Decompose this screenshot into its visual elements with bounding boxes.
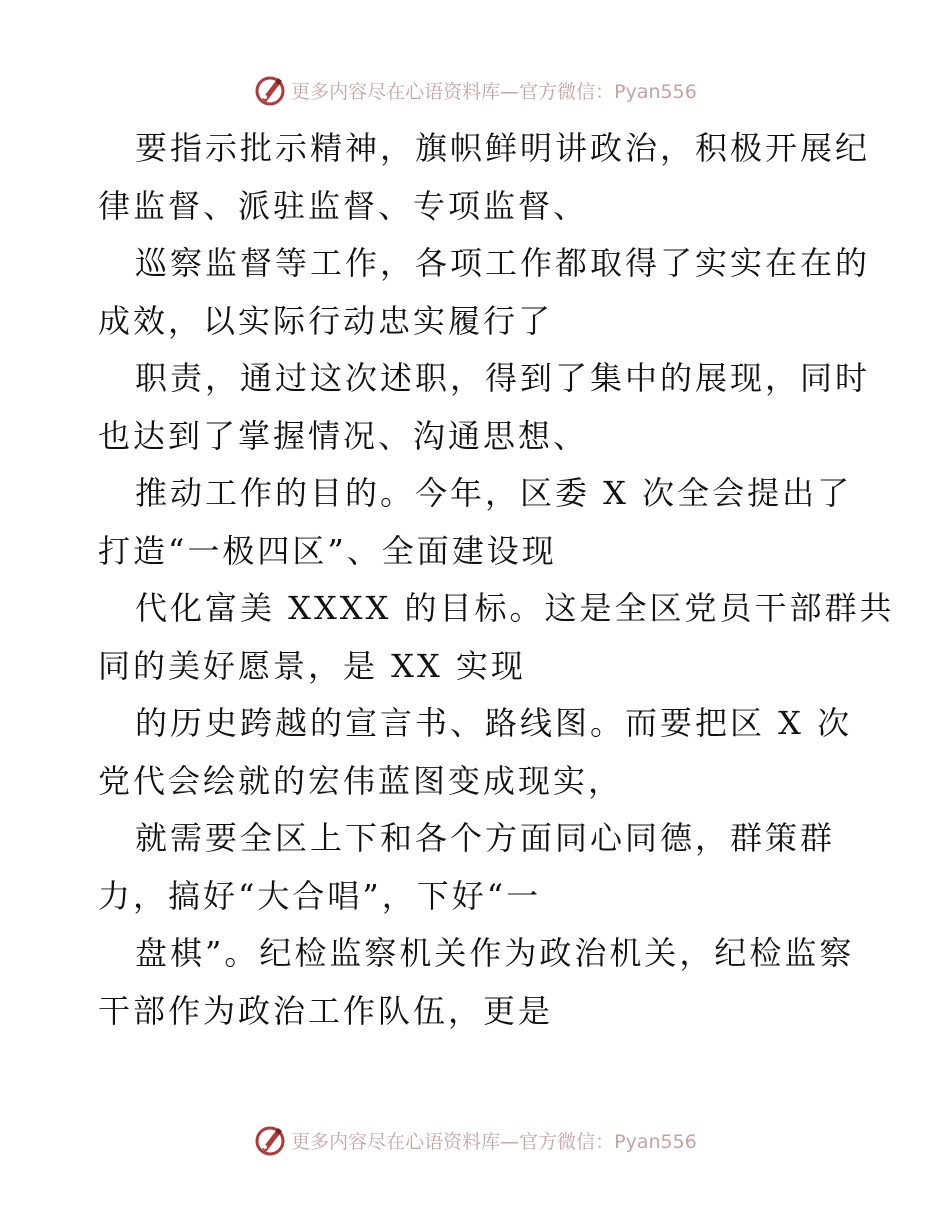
text-line: 力，搞好“大合唱”，下好“一 [98,876,542,915]
text-line: 推动工作的目的。今年，区委 X 次全会提出了 [135,474,853,512]
text-line: 盘棋”。纪检监察机关作为政治机关，纪检监察 [135,934,855,972]
footer-banner [0,1122,950,1158]
text-line: 律监督、派驻监督、专项监督、 [98,186,589,225]
text-line: 打造“一极四区”、全面建设现 [98,531,557,570]
pen-logo-icon [253,1123,287,1157]
text-line: 就需要全区上下和各个方面同心同德，群策群 [135,819,836,857]
text-line: 代化富美 XXXX 的目标。这是全区党员干部群共 [135,589,895,627]
text-line: 干部作为政治工作队伍，更是 [98,991,554,1030]
text-line: 党代会绘就的宏伟蓝图变成现实， [98,761,624,800]
pen-logo-icon [253,73,287,107]
text-line: 成效，以实际行动忠实履行了 [98,301,554,340]
text-line: 同的美好愿景，是 XX 实现 [98,646,526,685]
header-banner-text: 更多内容尽在心语资料库—官方微信：Pyan556 [291,80,697,103]
header-banner [0,72,950,108]
text-line: 的历史跨越的宣言书、路线图。而要把区 X 次 [135,704,853,742]
footer-banner-text: 更多内容尽在心语资料库—官方微信：Pyan556 [291,1130,697,1153]
text-line: 巡察监督等工作，各项工作都取得了实实在在的 [135,244,871,282]
text-line: 也达到了掌握情况、沟通思想、 [98,416,589,455]
document-body [98,120,895,1040]
text-line: 要指示批示精神，旗帜鲜明讲政治，积极开展纪 [135,129,871,167]
text-line: 职责，通过这次述职，得到了集中的展现，同时 [135,359,871,397]
